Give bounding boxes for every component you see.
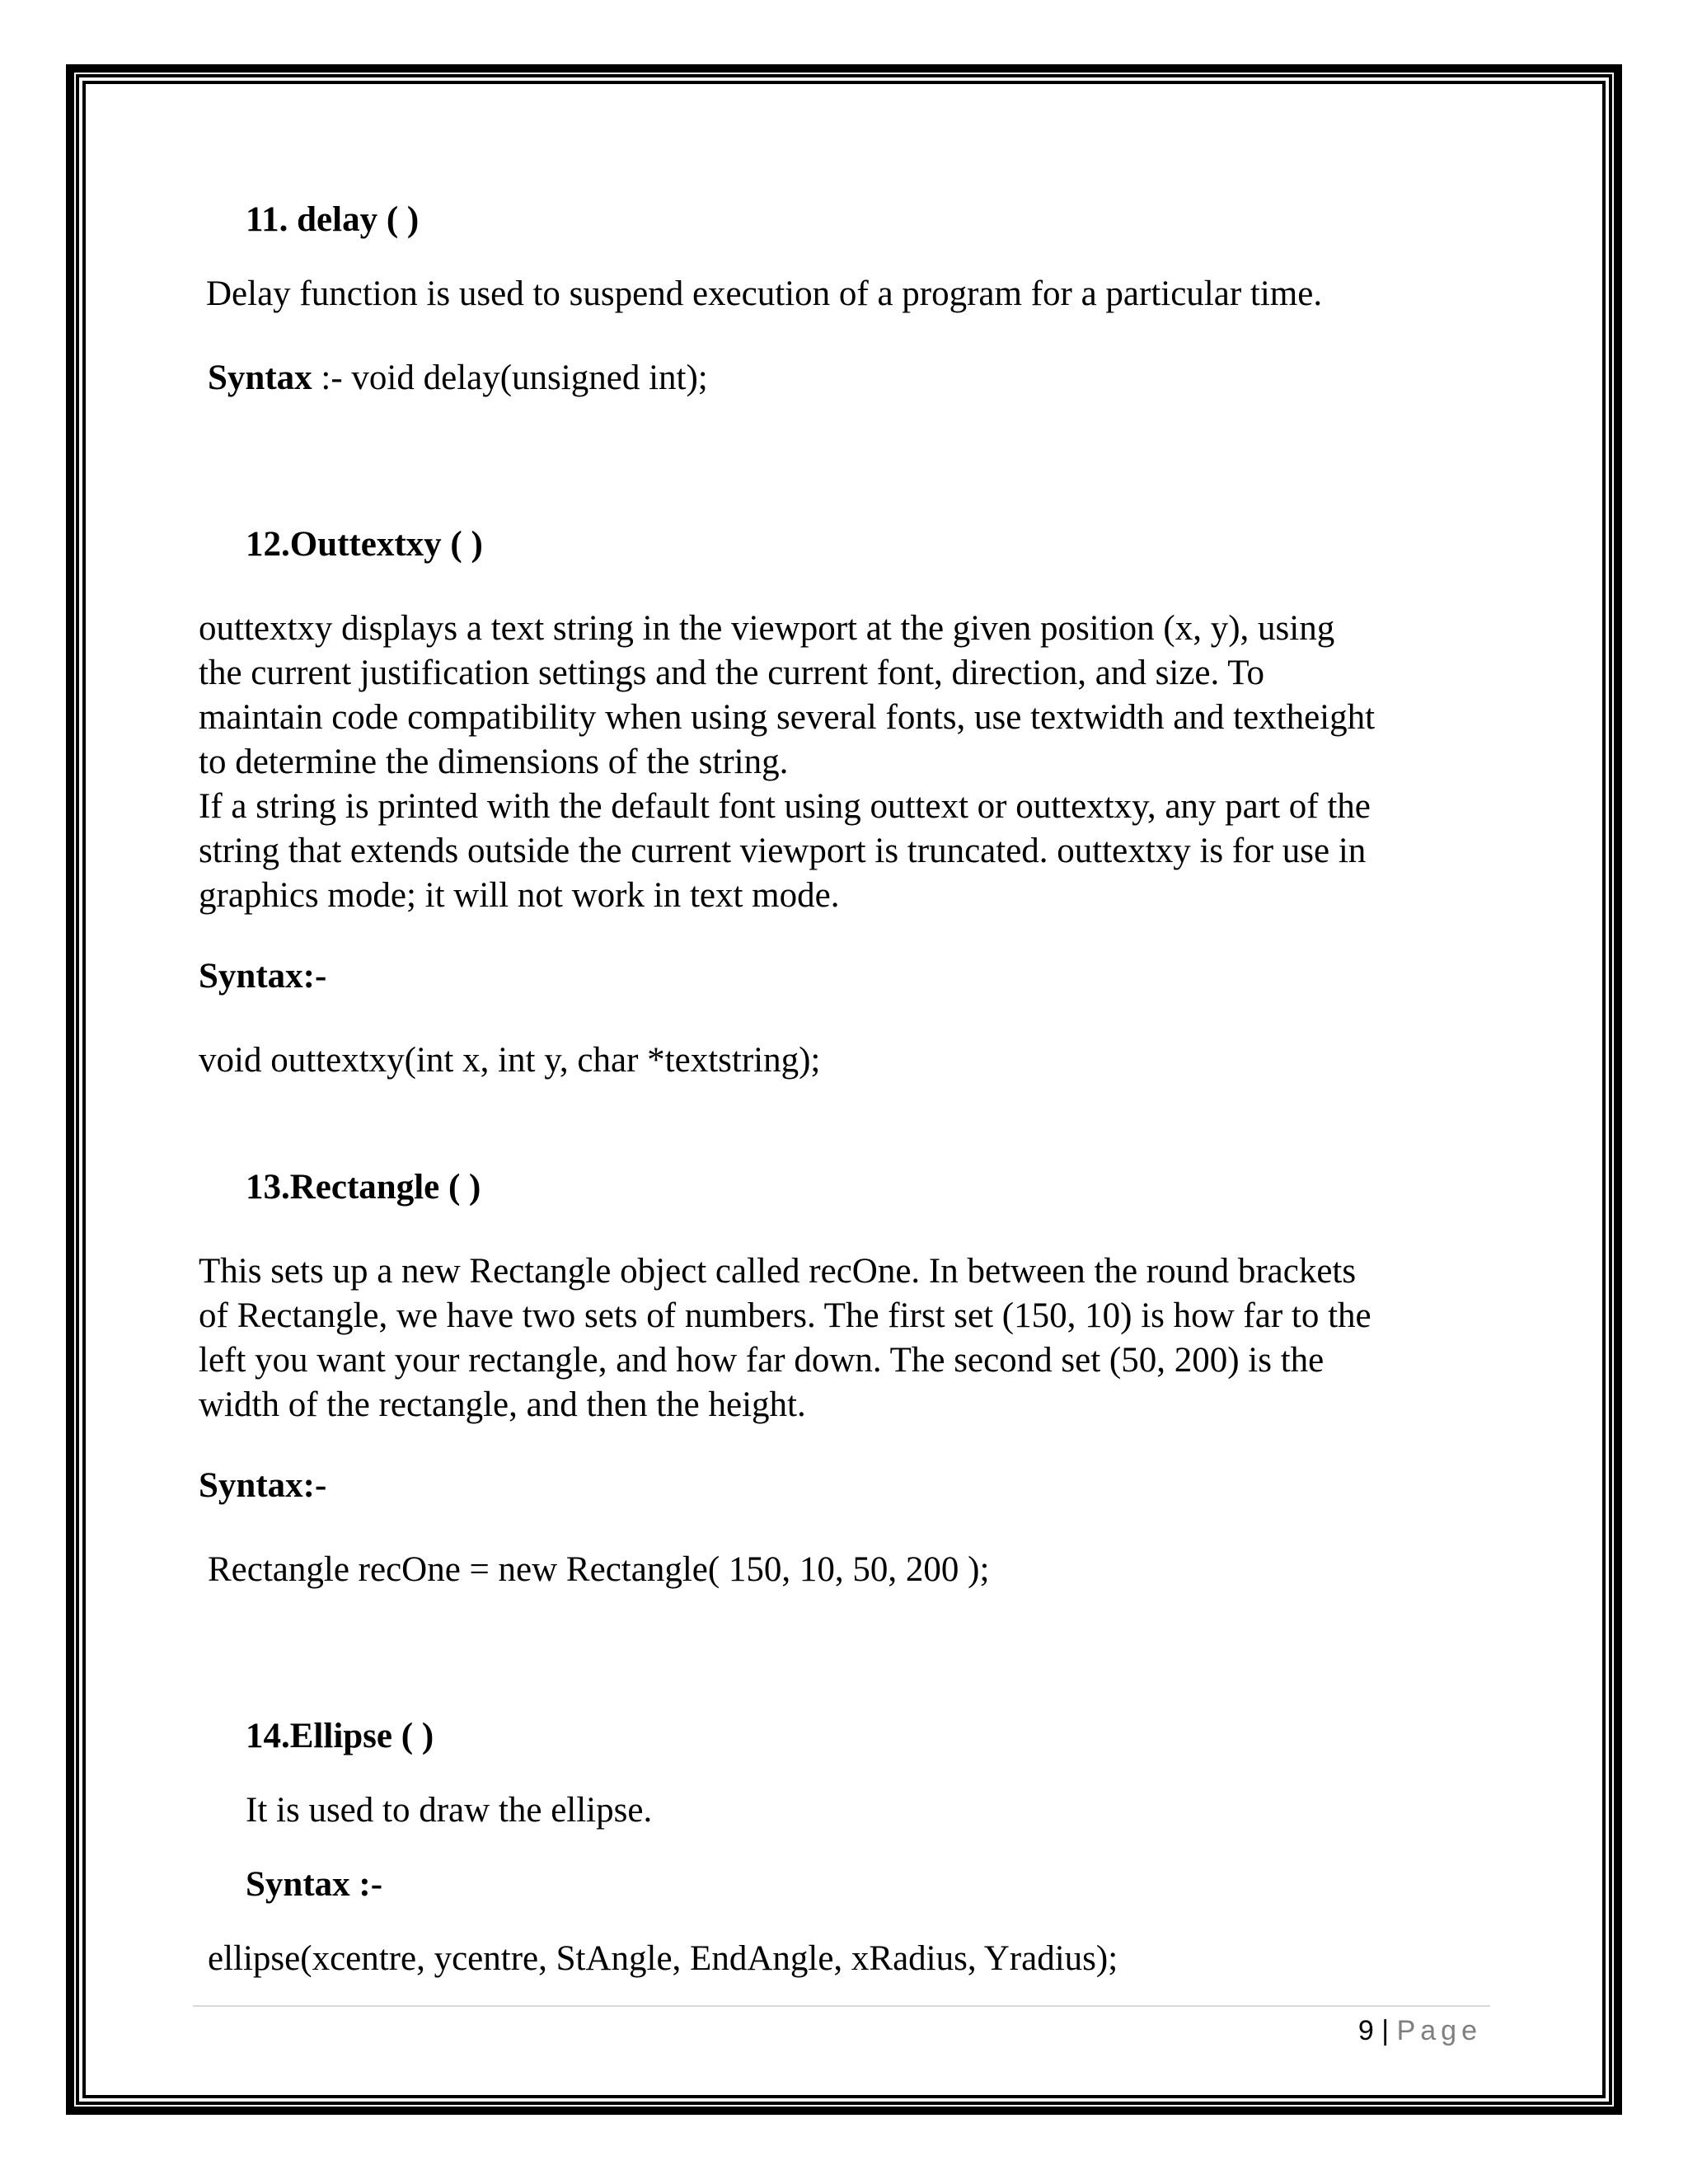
syntax-code-outtextxy: void outtextxy(int x, int y, char *textstring);	[199, 1041, 821, 1080]
page-separator: |	[1381, 2015, 1390, 2046]
syntax-label-delay: Syntax	[208, 359, 312, 397]
description-line: If a string is printed with the default font using outtext or outtextxy, any part of the	[199, 787, 1371, 826]
description-line: string that extends outside the current viewport is truncated. outtextxy is for use in	[199, 832, 1367, 870]
syntax-code-delay: :- void delay(unsigned int);	[312, 359, 708, 397]
page-number: 9	[1357, 2015, 1374, 2046]
page-footer	[1358, 2011, 1482, 2050]
section-heading-delay: 11. delay ( )	[246, 200, 420, 239]
description-line: of Rectangle, we have two sets of numbers. The first set (150, 10) is how far to the	[199, 1296, 1372, 1335]
section-description-delay: Delay function is used to suspend execution of a program for a particular time.	[206, 274, 1323, 313]
syntax-label-outtextxy: Syntax:-	[199, 957, 327, 996]
section-heading-outtextxy: 12.Outtextxy ( )	[246, 525, 483, 564]
syntax-line-delay	[208, 356, 708, 401]
description-line: maintain code compatibility when using several fonts, use textwidth and textheight	[199, 698, 1376, 737]
syntax-code-rectangle: Rectangle recOne = new Rectangle( 150, 10, 50, 200 );	[208, 1550, 990, 1589]
description-line: width of the rectangle, and then the height.	[199, 1385, 806, 1424]
syntax-label-rectangle: Syntax:-	[199, 1466, 327, 1505]
description-line: outtextxy displays a text string in the viewport at the given position (x, y), using	[199, 609, 1335, 648]
section-heading-ellipse: 14.Ellipse ( )	[246, 1717, 434, 1755]
syntax-code-ellipse: ellipse(xcentre, ycentre, StAngle, EndAngle, xRadius, Yradius);	[208, 1939, 1118, 1978]
description-line: left you want your rectangle, and how far down. The second set (50, 200) is the	[199, 1341, 1325, 1380]
description-line: This sets up a new Rectangle object called recOne. In between the round brackets	[199, 1252, 1357, 1291]
section-description-rectangle	[199, 1249, 1517, 1427]
description-line: the current justification settings and the current font, direction, and size. To	[199, 654, 1264, 692]
section-heading-rectangle: 13.Rectangle ( )	[246, 1168, 481, 1207]
syntax-label-ellipse: Syntax :-	[246, 1865, 383, 1904]
description-line: graphics mode; it will not work in text mode.	[199, 876, 840, 915]
section-description-ellipse: It is used to draw the ellipse.	[246, 1791, 653, 1830]
page-word: Page	[1396, 2015, 1482, 2046]
description-line: to determine the dimensions of the string.	[199, 743, 789, 781]
section-description-outtextxy	[199, 607, 1517, 918]
footer-divider	[193, 2005, 1490, 2007]
